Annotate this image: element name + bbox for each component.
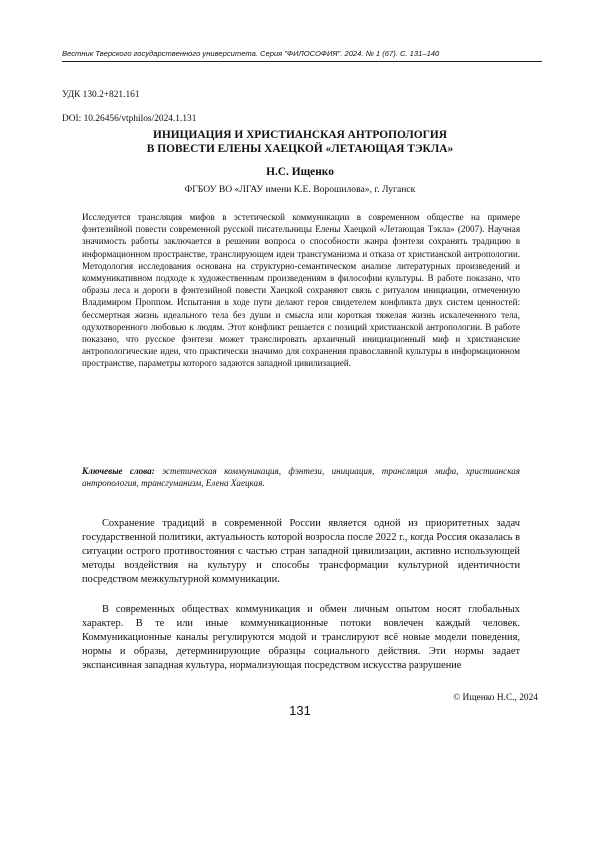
doi[interactable]: DOI: 10.26456/vtphilos/2024.1.131 [62,114,197,124]
abstract: Исследуется трансляция мифов в эстетической коммуникации в современном обществе на примере фэнтезийной повести современной русской писательницы Елены Хаецкой «Летающая Тэкла» (2007). Научная значимость работы заключается в решении вопроса о способности жанра фэнтези сохранять традицию в информационном пространстве, транслирующем идеи трансгуманизма и отказа от христианской антропологии. Методология исследования основана на структурно-семантическом анализе литературных произведений и коммуникативном подходе к художественным произведениям в философии культуры. В работе показано, что образы леса и дороги в фэнтезийной повести Хаецкой сохраняют связь с ритуалом инициации, отмеченную Владимиром Проппом. Испытания в ходе пути делают героя свидетелем конфликта двух систем ценностей: бессмертная жизнь идеального тела без души и смысла или короткая тяжелая жизнь искалеченного тела, одухотворенного любовью к людям. Этот конфликт решается с позиций христианской антропологии. В работе показано, что русское фэнтези может транслировать архаичный инициационный миф и христианские антропологические идеи, что практически значимо для сохранения православной культуры в информационном пространстве, параметры которого задаются западной цивилизацией. [82,212,520,369]
author-name: Н.С. Ищенко [266,166,334,178]
body-paragraph-1: Сохранение традиций в современной России является одной из приоритетных задач государственной политики, актуальность которой возросла после 2022 г., когда Россия оказалась в ситуации острого противостояния с частью стран западной цивилизации, активно использующей методы воздействия на культуру и способы трансформации культурной идентичности посредством межкультурной коммуникации. [82,518,520,586]
udk-code: УДК 130.2+821.161 [62,90,140,100]
running-head: Вестник Тверского государственного университета. Серия "ФИЛОСОФИЯ". 2024. № 1 (67). С. 131–140 [62,49,440,58]
page-number: 131 [289,703,311,718]
author-affiliation: ФГБОУ ВО «ЛГАУ имени К.Е. Ворошилова», г. Луганск [184,184,416,195]
body-paragraph-2: В современных обществах коммуникация и обмен личным опытом носят глобальных характер. В те или иные коммуникационные потоки вовлечен каждый человек. Коммуникационные каналы регулируются модой и транслируют всё новые модели поведения, нормы и образы, детерминирующие образцы социального действия. Эти нормы задает экспансивная западная культура, нормализующая посредством искусства разрушение [82,604,520,672]
header-rule [62,61,542,62]
article-title [62,128,538,156]
title-line-1: ИНИЦИАЦИЯ И ХРИСТИАНСКАЯ АНТРОПОЛОГИЯ [153,129,447,141]
copyright-notice: © Ищенко Н.С., 2024 [453,693,538,703]
keywords-label: Ключевые слова: [82,466,155,476]
title-line-2: В ПОВЕСТИ ЕЛЕНЫ ХАЕЦКОЙ «ЛЕТАЮЩАЯ ТЭКЛА» [146,143,454,155]
keywords [82,465,520,489]
keywords-list: эстетическая коммуникация, фэнтези, инициация, трансляция мифа, христианская антропология, трансгуманизм, Елена Хаецкая. [82,466,520,489]
